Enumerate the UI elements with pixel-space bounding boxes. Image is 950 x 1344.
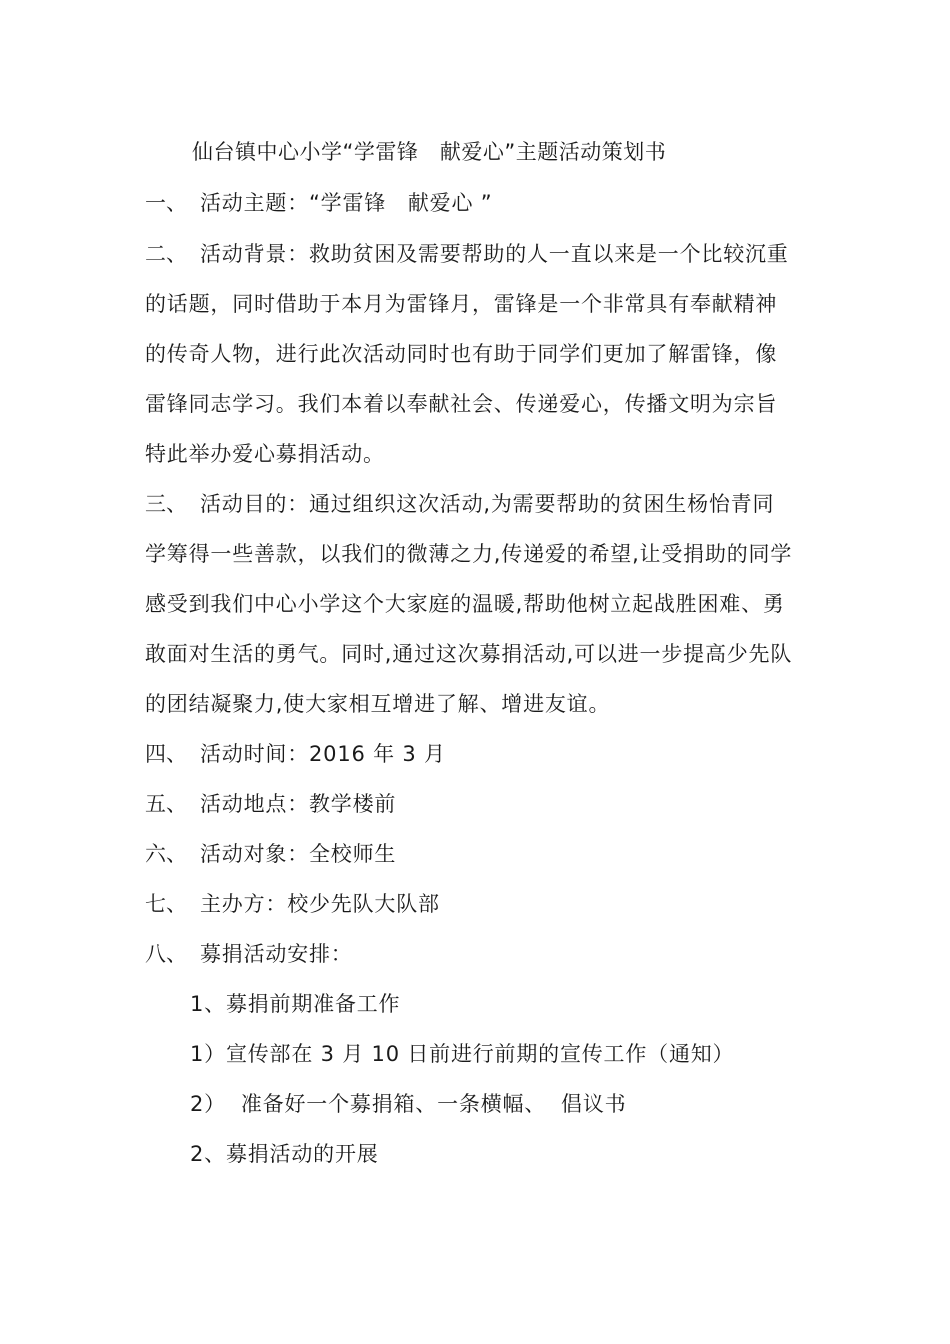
section-number-4: 四、 xyxy=(145,742,187,766)
arrangement-item-2: 2、募捐活动的开展 xyxy=(190,1142,379,1166)
section-text-arrangement: 募捐活动安排： xyxy=(200,942,353,966)
section-text-background: 活动背景：救助贫困及需要帮助的人一直以来是一个比较沉重 xyxy=(200,242,789,266)
arrangement-item-1-1: 1）宣传部在 3 月 10 日前进行前期的宣传工作（通知） xyxy=(190,1042,735,1066)
section-number-8: 八、 xyxy=(145,942,187,966)
section-text-purpose: 活动目的：通过组织这次活动,为需要帮助的贫困生杨怡青同 xyxy=(200,492,775,516)
background-line-5: 特此举办爱心募捐活动。 xyxy=(145,442,385,466)
document-title: 仙台镇中心小学“学雷锋 献爱心”主题活动策划书 xyxy=(192,140,667,164)
section-text-audience: 活动对象：全校师生 xyxy=(200,842,397,866)
background-line-4: 雷锋同志学习。我们本着以奉献社会、传递爱心，传播文明为宗旨 xyxy=(145,392,778,416)
purpose-line-5: 的团结凝聚力,使大家相互增进了解、增进友谊。 xyxy=(145,692,611,716)
background-line-2: 的话题，同时借助于本月为雷锋月，雷锋是一个非常具有奉献精神 xyxy=(145,292,778,316)
purpose-line-4: 敢面对生活的勇气。同时,通过这次募捐活动,可以进一步提高少先队 xyxy=(145,642,793,666)
section-text-theme: 活动主题：“学雷锋 献爱心 ” xyxy=(200,191,493,215)
section-text-organizer: 主办方：校少先队大队部 xyxy=(200,892,440,916)
section-text-location: 活动地点：教学楼前 xyxy=(200,792,397,816)
background-line-3: 的传奇人物，进行此次活动同时也有助于同学们更加了解雷锋，像 xyxy=(145,342,778,366)
section-number-7: 七、 xyxy=(145,892,187,916)
arrangement-item-1-2: 2） 准备好一个募捐箱、一条横幅、 倡议书 xyxy=(190,1092,627,1116)
section-number-3: 三、 xyxy=(145,492,187,516)
arrangement-item-1: 1、募捐前期准备工作 xyxy=(190,992,401,1016)
section-number-5: 五、 xyxy=(145,792,187,816)
section-number-6: 六、 xyxy=(145,842,187,866)
purpose-line-3: 感受到我们中心小学这个大家庭的温暖,帮助他树立起战胜困难、勇 xyxy=(145,592,785,616)
section-number-1: 一、 xyxy=(145,191,187,215)
section-text-time: 活动时间：2016 年 3 月 xyxy=(200,742,446,766)
purpose-line-2: 学筹得一些善款，以我们的微薄之力,传递爱的希望,让受捐助的同学 xyxy=(145,542,793,566)
section-number-2: 二、 xyxy=(145,242,187,266)
